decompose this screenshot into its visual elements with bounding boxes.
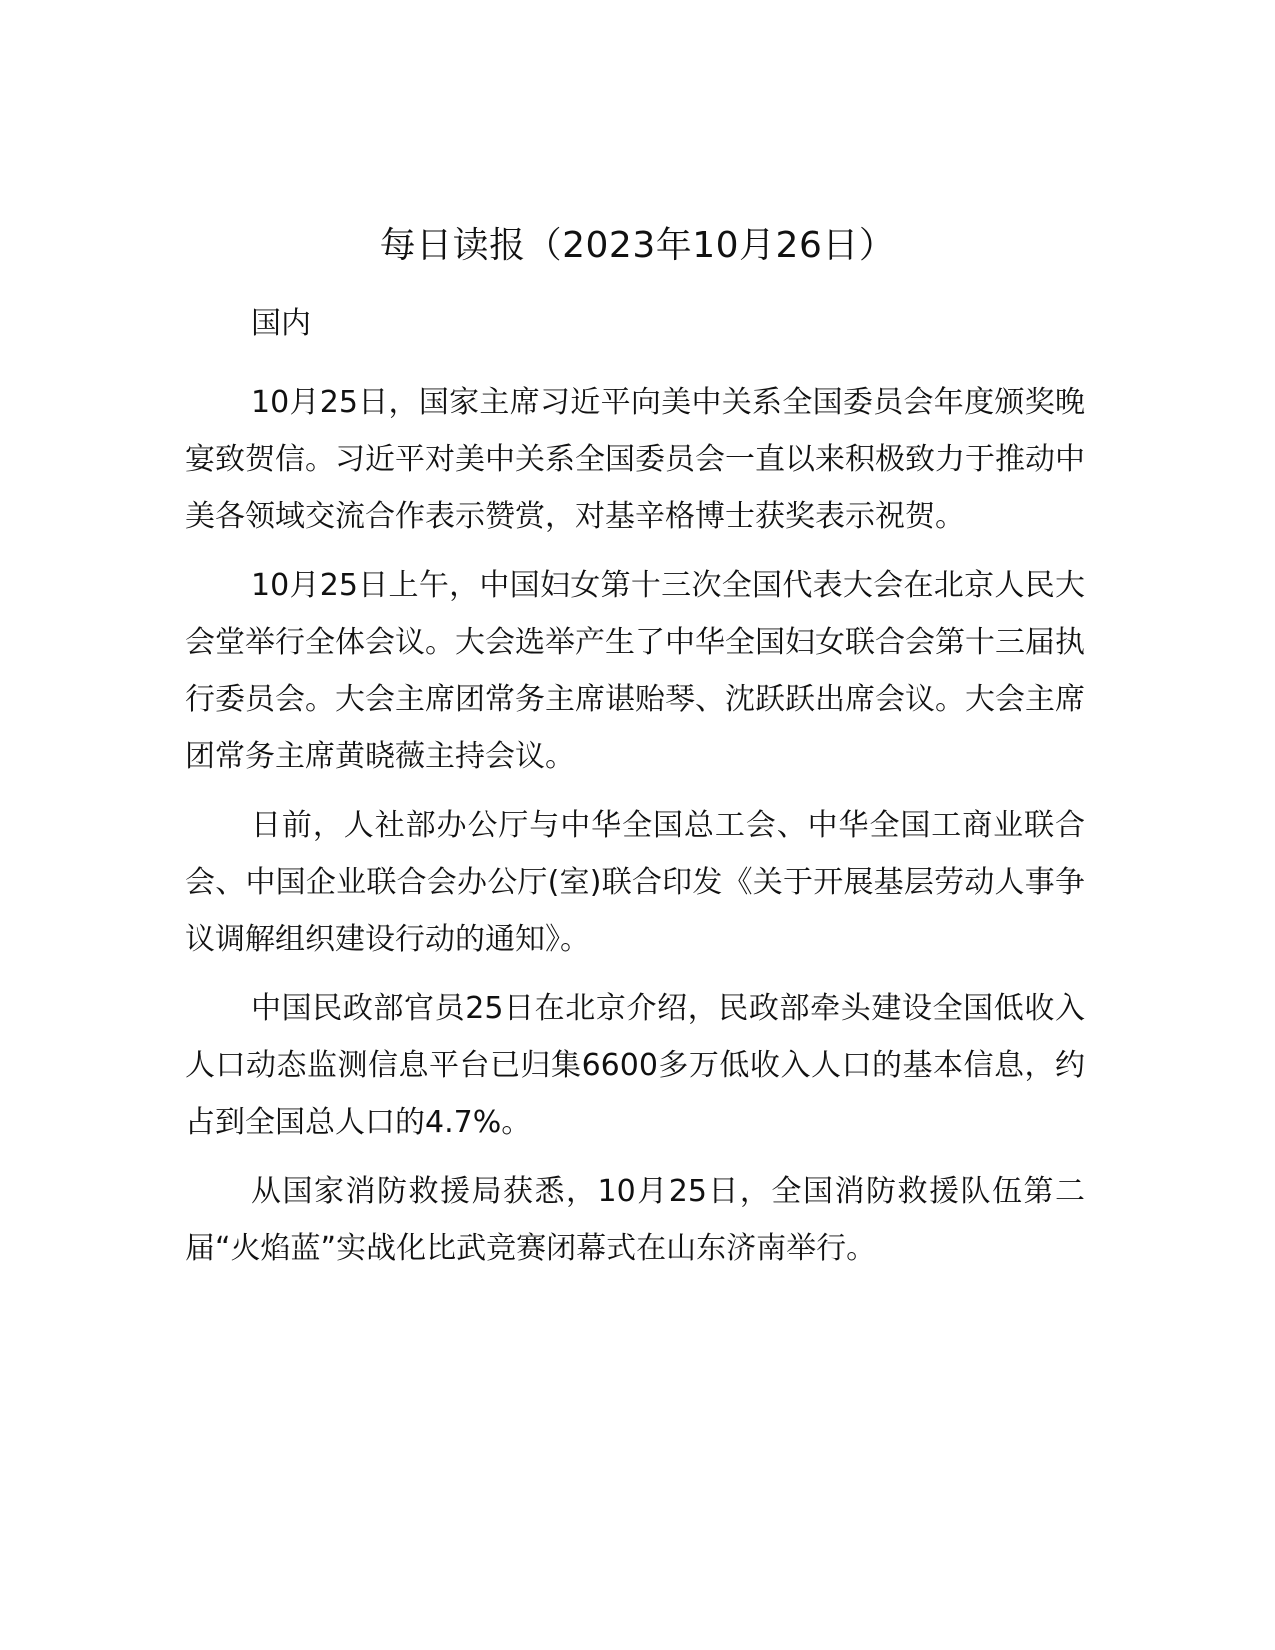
- news-paragraph: 日前，人社部办公厅与中华全国总工会、中华全国工商业联合会、中国企业联合会办公厅(室)联合印发《关于开展基层劳动人事争议调解组织建设行动的通知》。: [185, 808, 1085, 957]
- news-paragraph: 中国民政部官员25日在北京介绍，民政部牵头建设全国低收入人口动态监测信息平台已归集6600多万低收入人口的基本信息，约占到全国总人口的4.7%。: [185, 991, 1085, 1140]
- document-body: [185, 296, 1085, 1289]
- news-paragraph: 10月25日上午，中国妇女第十三次全国代表大会在北京人民大会堂举行全体会议。大会选举产生了中华全国妇女联合会第十三届执行委员会。大会主席团常务主席谌贻琴、沈跃跃出席会议。大会主席团常务主席黄晓薇主持会议。: [185, 568, 1085, 774]
- news-paragraph: 10月25日，国家主席习近平向美中关系全国委员会年度颁奖晚宴致贺信。习近平对美中关系全国委员会一直以来积极致力于推动中美各领域交流合作表示赞赏，对基辛格博士获奖表示祝贺。: [185, 385, 1085, 534]
- document-title: 每日读报（2023年10月26日）: [379, 225, 896, 266]
- section-heading-domestic: 国内: [251, 306, 311, 341]
- news-paragraph: 从国家消防救援局获悉，10月25日，全国消防救援队伍第二届“火焰蓝”实战化比武竞赛闭幕式在山东济南举行。: [185, 1174, 1085, 1266]
